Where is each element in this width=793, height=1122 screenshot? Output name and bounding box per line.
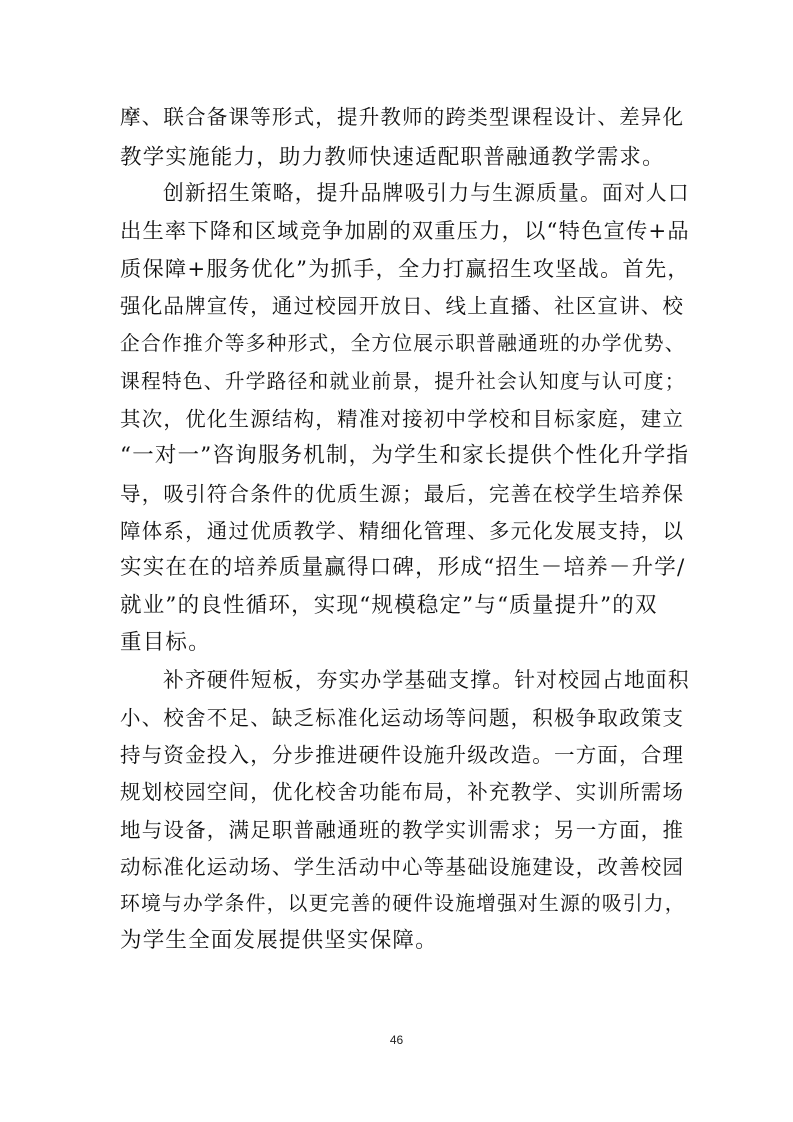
page-number: 46: [389, 1033, 404, 1047]
text-line: 实实在在的培养质量赢得口碑，形成“招生－培养－升学/: [120, 555, 686, 580]
text-line: 导，吸引符合条件的优质生源；最后，完善在校学生培养保: [120, 482, 685, 506]
text-line: 地与设备，满足职普融通班的教学实训需求；另一方面，推: [120, 818, 685, 842]
text-line: 持与资金投入，分步推进硬件设施升级改造。一方面，合理: [120, 743, 685, 767]
text-line: 强化品牌宣传，通过校园开放日、线上直播、社区宣讲、校: [120, 294, 685, 318]
text-line: 出生率下降和区域竞争加剧的双重压力，以“特色宣传+品: [120, 219, 690, 244]
text-line: 就业”的良性循环，实现“规模稳定”与“质量提升”的双: [120, 593, 658, 618]
text-line: 其次，优化生源结构，精准对接初中学校和目标家庭，建立: [120, 407, 685, 431]
text-line: 企合作推介等多种形式，全方位展示职普融通班的办学优势、: [120, 332, 686, 355]
text-line: 障体系，通过优质教学、精细化管理、多元化发展支持，以: [120, 519, 685, 543]
text-line: 小、校舍不足、缺乏标准化运动场等问题，积极争取政策支: [120, 706, 685, 730]
text-line: 教学实施能力，助力教师快速适配职普融通教学需求。: [120, 145, 665, 170]
text-line: 创新招生策略，提升品牌吸引力与生源质量。面对人口: [163, 181, 690, 205]
text-line: 补齐硬件短板，夯实办学基础支撑。针对校园占地面积: [163, 668, 690, 692]
text-line: 质保障+服务优化”为抓手，全力打赢招生攻坚战。首先，: [120, 257, 690, 282]
text-line: 规划校园空间，优化校舍功能布局，补充教学、实训所需场: [120, 780, 685, 804]
text-line: 环境与办学条件，以更完善的硬件设施增强对生源的吸引力，: [120, 892, 686, 915]
text-line: “一对一”咨询服务机制，为学生和家长提供个性化升学指: [120, 443, 690, 468]
text-line: 课程特色、升学路径和就业前景，提升社会认知度与认可度；: [120, 370, 686, 393]
text-line: 重目标。: [120, 630, 211, 655]
text-line: 摩、联合备课等形式，提升教师的跨类型课程设计、差异化: [120, 105, 685, 129]
text-line: 动标准化运动场、学生活动中心等基础设施建设，改善校园: [120, 855, 685, 879]
text-line: 为学生全面发展提供坚实保障。: [120, 928, 438, 953]
